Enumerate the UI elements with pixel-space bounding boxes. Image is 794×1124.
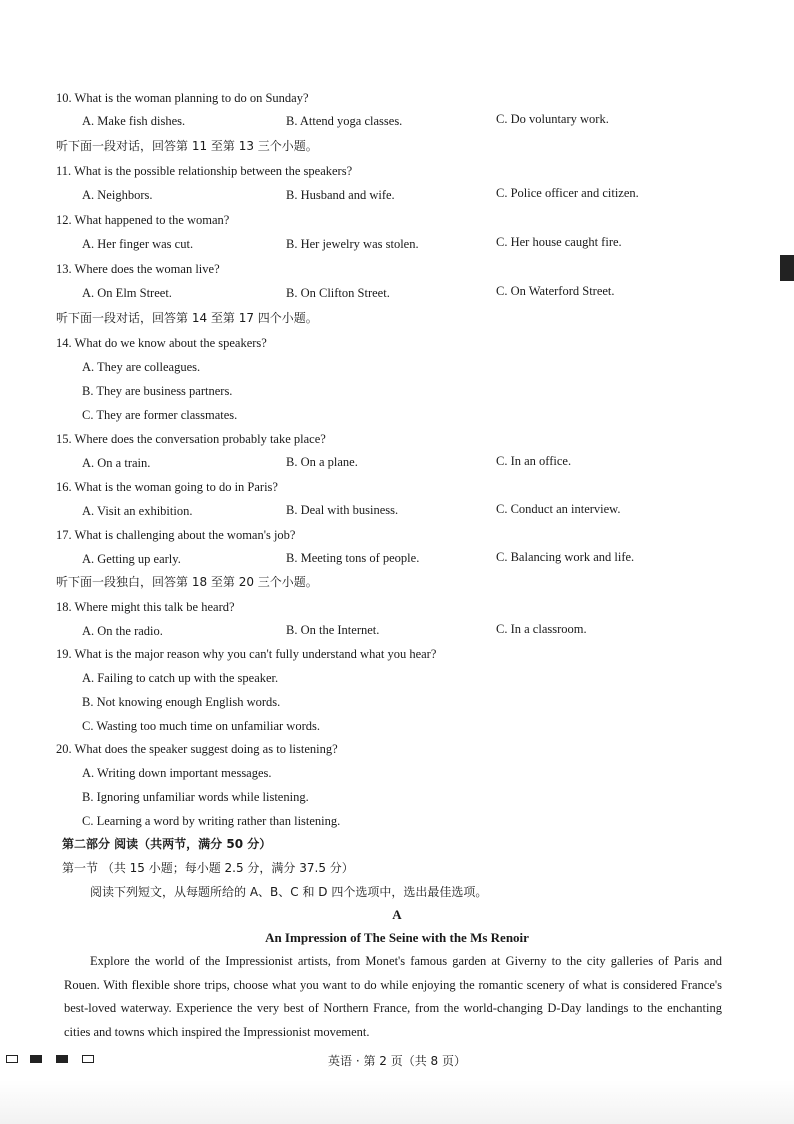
option-18b: B. On the Internet.	[286, 623, 380, 637]
option-13b: B. On Clifton Street.	[286, 286, 390, 300]
instruction-14-17: 听下面一段对话，回答第 14 至第 17 四个小题。	[56, 311, 318, 325]
option-12a: A. Her finger was cut.	[82, 237, 194, 251]
option-20b: B. Ignoring unfamiliar words while listening.	[82, 790, 309, 804]
option-15c: C. In an office.	[496, 454, 572, 468]
option-15b: B. On a plane.	[286, 455, 358, 469]
question-18: 18. Where might this talk be heard?	[56, 600, 235, 614]
option-14a: A. They are colleagues.	[82, 360, 201, 374]
part2-heading: 第二部分 阅读（共两节，满分 50 分）	[62, 837, 272, 851]
question-15: 15. Where does the conversation probably take place?	[56, 432, 326, 446]
option-16b: B. Deal with business.	[286, 503, 399, 517]
option-17b: B. Meeting tons of people.	[286, 551, 420, 565]
option-10c: C. Do voluntary work.	[496, 112, 609, 126]
question-13: 13. Where does the woman live?	[56, 262, 220, 276]
edge-tab-mark	[780, 255, 794, 281]
option-11b: B. Husband and wife.	[286, 188, 395, 202]
passage-body: Explore the world of the Impressionist artists, from Monet's famous garden at Giverny to the city galleries of Paris and Rouen. With flexible shore trips, choose what you want to do while enjoying the romantic scenery of what is considered France's best-loved waterway. Experience the very best of Northern France, from the world-changing D-Day landings to the enchanting cities and towns which inspired the Impressionist movement.	[64, 954, 722, 1039]
option-18c: C. In a classroom.	[496, 622, 587, 636]
option-19b: B. Not knowing enough English words.	[82, 695, 281, 709]
option-17c: C. Balancing work and life.	[496, 550, 635, 564]
option-19a: A. Failing to catch up with the speaker.	[82, 671, 279, 685]
page-number: 英语 · 第 2 页（共 8 页）	[328, 1054, 466, 1068]
question-14: 14. What do we know about the speakers?	[56, 336, 267, 350]
question-16: 16. What is the woman going to do in Paris?	[56, 480, 278, 494]
question-12: 12. What happened to the woman?	[56, 213, 230, 227]
question-19: 19. What is the major reason why you can't fully understand what you hear?	[56, 647, 437, 661]
option-12c: C. Her house caught fire.	[496, 235, 622, 249]
scan-shadow	[0, 1080, 794, 1124]
question-20: 20. What does the speaker suggest doing as to listening?	[56, 742, 338, 756]
question-17: 17. What is challenging about the woman's job?	[56, 528, 296, 542]
option-10b: B. Attend yoga classes.	[286, 114, 403, 128]
option-16c: C. Conduct an interview.	[496, 502, 621, 516]
reading-directions: 阅读下列短文，从每题所给的 A、B、C 和 D 四个选项中，选出最佳选项。	[90, 885, 488, 899]
passage-title: An Impression of The Seine with the Ms Renoir	[265, 930, 529, 945]
option-20a: A. Writing down important messages.	[82, 766, 272, 780]
option-13a: A. On Elm Street.	[82, 286, 172, 300]
option-18a: A. On the radio.	[82, 624, 163, 638]
question-11: 11. What is the possible relationship between the speakers?	[56, 164, 353, 178]
option-17a: A. Getting up early.	[82, 552, 181, 566]
option-11a: A. Neighbors.	[82, 188, 153, 202]
option-16a: A. Visit an exhibition.	[82, 504, 193, 518]
option-13c: C. On Waterford Street.	[496, 284, 615, 298]
instruction-11-13: 听下面一段对话，回答第 11 至第 13 三个小题。	[56, 139, 318, 153]
passage-letter: A	[392, 907, 402, 922]
option-10a: A. Make fish dishes.	[82, 114, 186, 128]
option-14b: B. They are business partners.	[82, 384, 233, 398]
option-20c: C. Learning a word by writing rather than listening.	[82, 814, 341, 828]
option-12b: B. Her jewelry was stolen.	[286, 237, 419, 251]
section1-heading: 第一节 （共 15 小题；每小题 2.5 分，满分 37.5 分）	[62, 861, 354, 875]
question-10: 10. What is the woman planning to do on Sunday?	[56, 91, 309, 105]
option-11c: C. Police officer and citizen.	[496, 186, 639, 200]
option-19c: C. Wasting too much time on unfamiliar words.	[82, 719, 320, 733]
instruction-18-20: 听下面一段独白，回答第 18 至第 20 三个小题。	[56, 575, 318, 589]
option-15a: A. On a train.	[82, 456, 151, 470]
option-14c: C. They are former classmates.	[82, 408, 238, 422]
